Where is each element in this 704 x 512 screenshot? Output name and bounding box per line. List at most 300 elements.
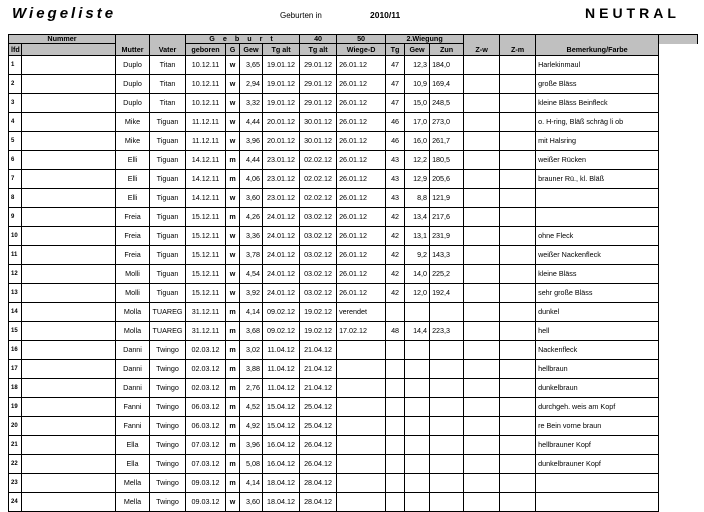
col-vater-top [150, 35, 186, 44]
row-days: 42 [386, 265, 405, 284]
row-day40: 19.01.12 [263, 75, 300, 94]
row-nummer [22, 379, 116, 398]
row-gain: 248,5 [430, 94, 464, 113]
col-geburt: G e b u r t [186, 35, 300, 44]
row-geboren: 14.12.11 [186, 189, 226, 208]
row-zw [464, 75, 500, 94]
row-weight2 [405, 379, 430, 398]
row-zw [464, 417, 500, 436]
row-weight2 [405, 360, 430, 379]
row-zm [500, 189, 536, 208]
row-day40: 24.01.12 [263, 265, 300, 284]
row-lfd: 23 [9, 474, 22, 493]
row-vater: Twingo [150, 341, 186, 360]
row-lfd: 12 [9, 265, 22, 284]
row-vater: Tiguan [150, 151, 186, 170]
row-day40: 09.02.12 [263, 322, 300, 341]
row-day50: 03.02.12 [300, 265, 337, 284]
row-day50: 26.04.12 [300, 455, 337, 474]
col-bemerkung-top [659, 35, 698, 44]
row-zm [500, 436, 536, 455]
col-zm-top [536, 35, 659, 44]
row-vater: Twingo [150, 455, 186, 474]
row-remark: weißer Nackenfleck [536, 246, 659, 265]
row-geboren: 07.03.12 [186, 436, 226, 455]
row-geboren: 06.03.12 [186, 398, 226, 417]
row-vater: Twingo [150, 379, 186, 398]
col-zun: Zun [430, 44, 464, 56]
row-mutter: Mella [116, 474, 150, 493]
row-lfd: 18 [9, 379, 22, 398]
row-weigh-date: 26.01.12 [337, 246, 386, 265]
row-zw [464, 208, 500, 227]
row-vater: Twingo [150, 474, 186, 493]
row-remark: dunkel [536, 303, 659, 322]
row-zm [500, 170, 536, 189]
table-row [9, 94, 698, 113]
row-zw [464, 455, 500, 474]
row-nummer [22, 113, 116, 132]
row-remark: ohne Fleck [536, 227, 659, 246]
row-geboren: 31.12.11 [186, 303, 226, 322]
row-nummer [22, 474, 116, 493]
row-day40: 23.01.12 [263, 151, 300, 170]
row-mutter: Mella [116, 493, 150, 512]
row-weigh-date: 26.01.12 [337, 265, 386, 284]
row-day40: 15.04.12 [263, 398, 300, 417]
row-geboren: 15.12.11 [186, 284, 226, 303]
row-geboren: 15.12.11 [186, 265, 226, 284]
row-gender: w [226, 246, 240, 265]
row-zw [464, 436, 500, 455]
row-day40: 19.01.12 [263, 56, 300, 75]
row-nummer [22, 341, 116, 360]
row-mutter: Ella [116, 436, 150, 455]
row-zm [500, 56, 536, 75]
row-weigh-date: 26.01.12 [337, 94, 386, 113]
row-zw [464, 398, 500, 417]
row-day40: 15.04.12 [263, 417, 300, 436]
row-gain: 184,0 [430, 56, 464, 75]
row-days: 47 [386, 75, 405, 94]
row-weight: 4,06 [240, 170, 263, 189]
row-day40: 23.01.12 [263, 170, 300, 189]
row-weigh-date [337, 341, 386, 360]
row-remark: kleine Bläss Beinfleck [536, 94, 659, 113]
row-day50: 19.02.12 [300, 322, 337, 341]
row-zm [500, 94, 536, 113]
row-day50: 03.02.12 [300, 284, 337, 303]
row-zm [500, 208, 536, 227]
row-vater: Tiguan [150, 208, 186, 227]
row-zm [500, 284, 536, 303]
row-days [386, 417, 405, 436]
row-geboren: 02.03.12 [186, 341, 226, 360]
row-gender: m [226, 170, 240, 189]
row-gender: w [226, 94, 240, 113]
row-lfd: 8 [9, 189, 22, 208]
row-vater: Tiguan [150, 132, 186, 151]
row-weight: 3,68 [240, 322, 263, 341]
row-mutter: Mike [116, 113, 150, 132]
table-row [9, 151, 698, 170]
row-geboren: 09.03.12 [186, 474, 226, 493]
row-zm [500, 341, 536, 360]
row-remark [536, 208, 659, 227]
row-zm [500, 246, 536, 265]
table-row [9, 189, 698, 208]
row-days [386, 493, 405, 512]
row-weigh-date: 26.01.12 [337, 113, 386, 132]
row-day50: 03.02.12 [300, 208, 337, 227]
col-lfd: lfd [9, 44, 22, 56]
row-zw [464, 303, 500, 322]
row-lfd: 6 [9, 151, 22, 170]
col-gew: Gew [240, 44, 263, 56]
row-gender: m [226, 417, 240, 436]
row-weight2: 12,2 [405, 151, 430, 170]
sheet-title: Wiegeliste [12, 5, 117, 22]
row-gain [430, 436, 464, 455]
table-row [9, 75, 698, 94]
row-remark: dunkelbrauner Kopf [536, 455, 659, 474]
row-days: 47 [386, 94, 405, 113]
row-days: 47 [386, 56, 405, 75]
row-remark [536, 493, 659, 512]
row-lfd: 19 [9, 398, 22, 417]
row-gain: 231,9 [430, 227, 464, 246]
row-days: 42 [386, 284, 405, 303]
row-weight: 5,08 [240, 455, 263, 474]
row-remark: hellbrauner Kopf [536, 436, 659, 455]
row-weigh-date: 26.01.12 [337, 227, 386, 246]
row-zm [500, 75, 536, 94]
row-remark: o. H-ring, Bläß schräg li ob [536, 113, 659, 132]
row-vater: Tiguan [150, 284, 186, 303]
row-nummer [22, 75, 116, 94]
table-row [9, 398, 698, 417]
row-weight: 2,94 [240, 75, 263, 94]
row-day40: 16.04.12 [263, 455, 300, 474]
row-gender: w [226, 75, 240, 94]
row-days: 43 [386, 151, 405, 170]
col-zw: Z-w [464, 44, 500, 56]
row-days: 42 [386, 208, 405, 227]
row-weight2: 16,0 [405, 132, 430, 151]
row-gender: m [226, 436, 240, 455]
sheet-header [0, 0, 704, 30]
row-weight2: 14,0 [405, 265, 430, 284]
row-lfd: 22 [9, 455, 22, 474]
row-day50: 29.01.12 [300, 75, 337, 94]
row-weigh-date [337, 474, 386, 493]
row-day50: 02.02.12 [300, 151, 337, 170]
row-day50: 21.04.12 [300, 341, 337, 360]
row-nummer [22, 455, 116, 474]
row-weigh-date: 26.01.12 [337, 284, 386, 303]
col-50: 50 [337, 35, 386, 44]
col-zw-top [500, 35, 536, 44]
row-geboren: 07.03.12 [186, 455, 226, 474]
row-gain: 121,9 [430, 189, 464, 208]
row-weight2 [405, 455, 430, 474]
row-mutter: Duplo [116, 94, 150, 113]
row-weigh-date: 26.01.12 [337, 189, 386, 208]
row-weight2 [405, 398, 430, 417]
table-row [9, 132, 698, 151]
row-weight: 3,96 [240, 132, 263, 151]
row-geboren: 09.03.12 [186, 493, 226, 512]
row-gain: 223,3 [430, 322, 464, 341]
row-gender: m [226, 303, 240, 322]
table-row [9, 360, 698, 379]
row-remark: sehr große Bläss [536, 284, 659, 303]
row-days: 46 [386, 113, 405, 132]
row-zm [500, 379, 536, 398]
row-mutter: Elli [116, 170, 150, 189]
row-weigh-date [337, 398, 386, 417]
row-gender: m [226, 208, 240, 227]
col-zun-top [464, 35, 500, 44]
row-gender: m [226, 360, 240, 379]
row-weigh-date: 17.02.12 [337, 322, 386, 341]
row-days: 48 [386, 322, 405, 341]
row-day50: 19.02.12 [300, 303, 337, 322]
row-day50: 21.04.12 [300, 379, 337, 398]
row-weight: 4,26 [240, 208, 263, 227]
header-row-1 [9, 35, 698, 44]
row-weigh-date: 26.01.12 [337, 208, 386, 227]
row-weight2: 15,0 [405, 94, 430, 113]
row-days: 46 [386, 132, 405, 151]
col-wiege-d: Wiege-D [337, 44, 386, 56]
row-vater: Titan [150, 94, 186, 113]
row-gender: m [226, 455, 240, 474]
row-vater: TUAREG [150, 322, 186, 341]
row-weight2 [405, 341, 430, 360]
row-geboren: 15.12.11 [186, 227, 226, 246]
row-day40: 24.01.12 [263, 208, 300, 227]
row-day50: 30.01.12 [300, 113, 337, 132]
col-mutter: Mutter [116, 44, 150, 56]
row-nummer [22, 322, 116, 341]
row-mutter: Freia [116, 208, 150, 227]
row-nummer [22, 56, 116, 75]
row-gain [430, 360, 464, 379]
row-remark: große Bläss [536, 75, 659, 94]
row-weight: 4,54 [240, 265, 263, 284]
row-weight2: 13,4 [405, 208, 430, 227]
row-remark [536, 474, 659, 493]
row-day50: 03.02.12 [300, 227, 337, 246]
col-zm: Z-m [500, 44, 536, 56]
row-zw [464, 493, 500, 512]
row-remark: weißer Rücken [536, 151, 659, 170]
row-remark: Nackenfleck [536, 341, 659, 360]
col-wiegung2: 2.Wiegung [386, 35, 464, 44]
row-zw [464, 322, 500, 341]
row-remark: re Bein vorne braun [536, 417, 659, 436]
row-day40: 18.04.12 [263, 474, 300, 493]
row-day40: 24.01.12 [263, 284, 300, 303]
col-g: G [226, 44, 240, 56]
row-gender: w [226, 56, 240, 75]
row-weight2 [405, 436, 430, 455]
row-weight2: 12,9 [405, 170, 430, 189]
row-lfd: 1 [9, 56, 22, 75]
row-lfd: 2 [9, 75, 22, 94]
row-weight: 2,76 [240, 379, 263, 398]
row-lfd: 17 [9, 360, 22, 379]
row-nummer [22, 417, 116, 436]
row-geboren: 15.12.11 [186, 208, 226, 227]
col-tg-alt-40: Tg alt [263, 44, 300, 56]
row-nummer [22, 132, 116, 151]
row-day50: 02.02.12 [300, 170, 337, 189]
row-lfd: 20 [9, 417, 22, 436]
col-nummer: Nummer [9, 35, 116, 44]
row-gain [430, 493, 464, 512]
row-day40: 16.04.12 [263, 436, 300, 455]
row-weigh-date: verendet [337, 303, 386, 322]
row-day40: 11.04.12 [263, 341, 300, 360]
row-lfd: 15 [9, 322, 22, 341]
row-nummer [22, 208, 116, 227]
row-gender: w [226, 113, 240, 132]
row-mutter: Freia [116, 246, 150, 265]
row-remark: mit Halsring [536, 132, 659, 151]
row-weigh-date [337, 455, 386, 474]
table-row [9, 56, 698, 75]
row-remark: hellbraun [536, 360, 659, 379]
row-weight2: 9,2 [405, 246, 430, 265]
row-days [386, 303, 405, 322]
row-remark: kleine Bläss [536, 265, 659, 284]
row-zw [464, 170, 500, 189]
row-mutter: Danni [116, 341, 150, 360]
row-nummer [22, 227, 116, 246]
row-lfd: 9 [9, 208, 22, 227]
row-day50: 21.04.12 [300, 360, 337, 379]
row-vater: Twingo [150, 360, 186, 379]
row-geboren: 02.03.12 [186, 379, 226, 398]
row-day40: 19.01.12 [263, 94, 300, 113]
row-vater: Tiguan [150, 170, 186, 189]
row-zw [464, 56, 500, 75]
row-weigh-date [337, 379, 386, 398]
row-weigh-date: 26.01.12 [337, 132, 386, 151]
row-lfd: 7 [9, 170, 22, 189]
row-days [386, 360, 405, 379]
row-mutter: Duplo [116, 75, 150, 94]
row-day40: 23.01.12 [263, 189, 300, 208]
row-zm [500, 417, 536, 436]
row-nummer [22, 303, 116, 322]
row-days [386, 379, 405, 398]
row-lfd: 5 [9, 132, 22, 151]
row-day50: 03.02.12 [300, 246, 337, 265]
row-day50: 29.01.12 [300, 56, 337, 75]
row-lfd: 21 [9, 436, 22, 455]
row-days: 42 [386, 227, 405, 246]
row-geboren: 10.12.11 [186, 56, 226, 75]
row-zm [500, 455, 536, 474]
weighing-table [8, 34, 698, 512]
table-row [9, 474, 698, 493]
row-nummer [22, 398, 116, 417]
row-geboren: 02.03.12 [186, 360, 226, 379]
row-gain [430, 417, 464, 436]
row-zm [500, 493, 536, 512]
table-row [9, 208, 698, 227]
row-weight2 [405, 303, 430, 322]
row-gain [430, 379, 464, 398]
row-zw [464, 132, 500, 151]
row-weight: 4,44 [240, 113, 263, 132]
row-zw [464, 284, 500, 303]
row-nummer [22, 170, 116, 189]
row-weigh-date: 26.01.12 [337, 75, 386, 94]
row-weigh-date [337, 436, 386, 455]
row-zw [464, 113, 500, 132]
row-mutter: Elli [116, 189, 150, 208]
row-mutter: Elli [116, 151, 150, 170]
col-mutter-top [116, 35, 150, 44]
col-gew2: Gew [405, 44, 430, 56]
col-vater: Vater [150, 44, 186, 56]
row-weight: 3,32 [240, 94, 263, 113]
row-weight: 3,65 [240, 56, 263, 75]
table-row [9, 455, 698, 474]
table-row [9, 170, 698, 189]
table-row [9, 493, 698, 512]
row-nummer [22, 151, 116, 170]
table-row [9, 322, 698, 341]
row-weight2: 8,8 [405, 189, 430, 208]
row-weigh-date [337, 360, 386, 379]
col-tg-alt-50: Tg alt [300, 44, 337, 56]
row-days: 42 [386, 246, 405, 265]
row-zm [500, 132, 536, 151]
row-remark [536, 189, 659, 208]
row-lfd: 3 [9, 94, 22, 113]
row-mutter: Fanni [116, 417, 150, 436]
row-zw [464, 265, 500, 284]
row-weight2: 12,3 [405, 56, 430, 75]
row-vater: Twingo [150, 493, 186, 512]
row-zw [464, 227, 500, 246]
row-vater: Titan [150, 56, 186, 75]
row-days [386, 474, 405, 493]
row-weigh-date: 26.01.12 [337, 56, 386, 75]
row-weight: 4,14 [240, 474, 263, 493]
row-weigh-date: 26.01.12 [337, 170, 386, 189]
row-remark: brauner Rü., kl. Bläß [536, 170, 659, 189]
row-days [386, 455, 405, 474]
row-gain [430, 455, 464, 474]
row-zw [464, 341, 500, 360]
row-day40: 24.01.12 [263, 246, 300, 265]
row-gain: 205,6 [430, 170, 464, 189]
row-weight2: 13,1 [405, 227, 430, 246]
row-day50: 26.04.12 [300, 436, 337, 455]
row-weigh-date [337, 493, 386, 512]
row-mutter: Molli [116, 284, 150, 303]
row-gain: 217,6 [430, 208, 464, 227]
row-day50: 29.01.12 [300, 94, 337, 113]
row-days: 43 [386, 170, 405, 189]
row-mutter: Mike [116, 132, 150, 151]
